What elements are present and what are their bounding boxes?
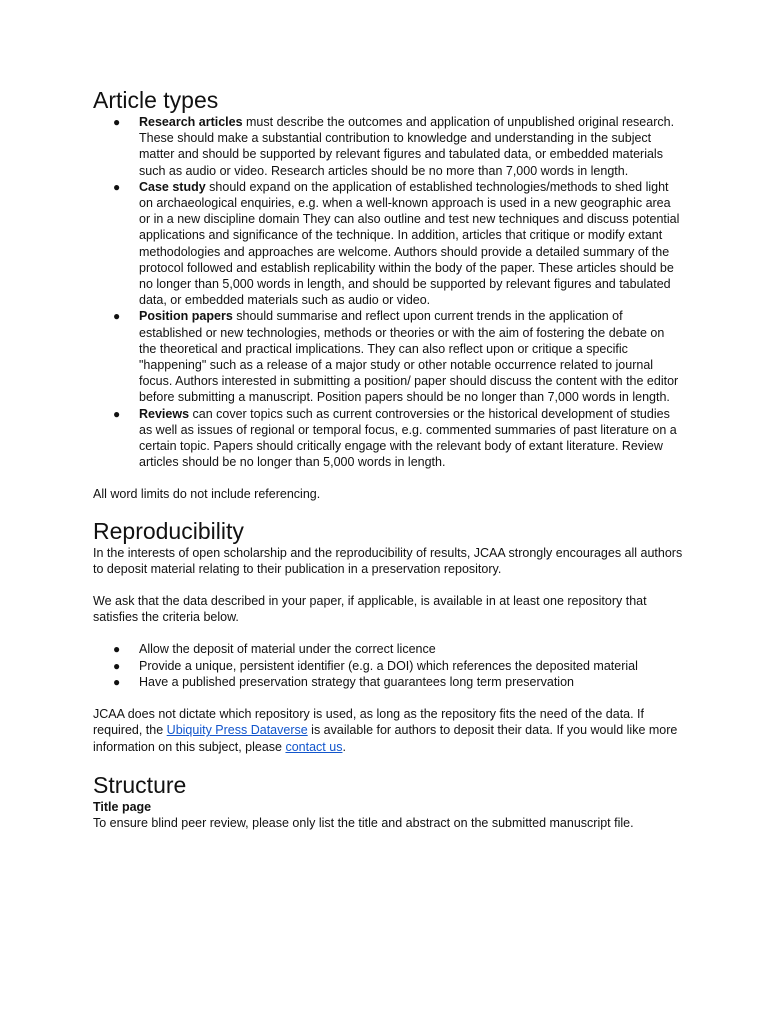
list-item-case-study bbox=[93, 179, 683, 309]
repository-policy bbox=[93, 706, 683, 755]
structure-heading: Structure bbox=[93, 771, 187, 798]
criteria-item bbox=[93, 641, 683, 657]
repository-request: We ask that the data described in your paper, if applicable, is available in at least one repository that satisfies the criteria below. bbox=[93, 594, 647, 625]
bullet-icon: ● bbox=[113, 406, 121, 421]
list-item-research-articles bbox=[93, 114, 683, 179]
bullet-icon: ● bbox=[113, 642, 121, 657]
policy-text-c: . bbox=[342, 739, 346, 754]
bullet-icon: ● bbox=[113, 674, 121, 689]
policy-text-b: is available for authors to deposit their data. If you would like more information on this subject, please bbox=[93, 723, 678, 754]
desc-case-study: should expand on the application of established technologies/methods to shed light on archaeological enquiries, e.g. when a well-known approach is used in a new geographic area or in a new discipline domain They can also outline and test new techniques and discuss potential applications and significance of the technique. In addition, articles that critique or modify extant methodologies and approaches are welcome. Authors should provide a detailed summary of the protocol followed and establish replicability within the body of the paper. These articles should be no longer than 5,000 words in length, and should be supported by relevant figures and tabulated data, or embedded materials such as audio or video. bbox=[139, 179, 680, 308]
criteria-text: Have a published preservation strategy that guarantees long term preservation bbox=[139, 674, 574, 689]
term-research-articles: Research articles bbox=[139, 115, 243, 129]
bullet-icon: ● bbox=[113, 115, 121, 129]
term-reviews: Reviews bbox=[139, 406, 190, 421]
term-case-study: Case study bbox=[139, 179, 206, 194]
reproducibility-intro: In the interests of open scholarship and the reproducibility of results, JCAA strongly encourages all authors to deposit material relating to their publication in a preservation repository. bbox=[93, 545, 683, 576]
desc-research-articles: must describe the outcomes and application of unpublished original research. These should make a substantial contribution to knowledge and understanding in the subject matter and should be supported by relevant figures and tabulated data, or embedded materials such as audio or video. Research articles should be no more than 7,000 words in length. bbox=[139, 115, 675, 178]
criteria-item bbox=[93, 674, 683, 690]
title-page-text: To ensure blind peer review, please only list the title and abstract on the submitted manuscript file. bbox=[93, 815, 634, 830]
article-types-list bbox=[93, 114, 683, 470]
repository-criteria-list bbox=[93, 641, 683, 690]
bullet-icon: ● bbox=[113, 179, 121, 194]
criteria-text: Allow the deposit of material under the correct licence bbox=[139, 642, 436, 657]
document-page bbox=[93, 86, 683, 831]
title-page-subheading: Title page bbox=[93, 799, 152, 814]
reproducibility-heading: Reproducibility bbox=[93, 517, 244, 544]
bullet-icon: ● bbox=[113, 658, 121, 673]
desc-reviews: can cover topics such as current controversies or the historical development of studies as well as issues of regional or temporal focus, e.g. commented summaries of past literature on a certain topic. Papers should critically engage with the relevant body of extant literature. Review articles should be no longer than 5,000 words in length. bbox=[139, 406, 677, 470]
list-item-reviews bbox=[93, 406, 683, 471]
ubiquity-dataverse-link[interactable]: Ubiquity Press Dataverse bbox=[166, 723, 308, 738]
word-limit-note: All word limits do not include referencing. bbox=[93, 487, 321, 502]
article-types-heading: Article types bbox=[93, 87, 219, 113]
policy-text-a: JCAA does not dictate which repository is used, as long as the repository fits the need of the data. If required, the bbox=[93, 707, 645, 738]
desc-position-papers: should summarise and reflect upon current trends in the application of established or new technologies, methods or theories or with the aim of fostering the debate on the theoretical and practical implications. They can also reflect upon or critique a specific "happening" such as a release of a major study or other notable occurrence related to journal focus. Authors interested in submitting a position/ paper should discuss the content with the editor before submitting a manuscript. Position papers should be no longer than 7,000 words in length. bbox=[139, 309, 679, 405]
criteria-item bbox=[93, 658, 683, 674]
list-item-position-papers bbox=[93, 308, 683, 405]
contact-us-link[interactable]: contact us bbox=[285, 739, 343, 754]
bullet-icon: ● bbox=[113, 309, 121, 324]
criteria-text: Provide a unique, persistent identifier (e.g. a DOI) which references the deposited material bbox=[139, 658, 638, 673]
term-position-papers: Position papers bbox=[139, 309, 233, 324]
